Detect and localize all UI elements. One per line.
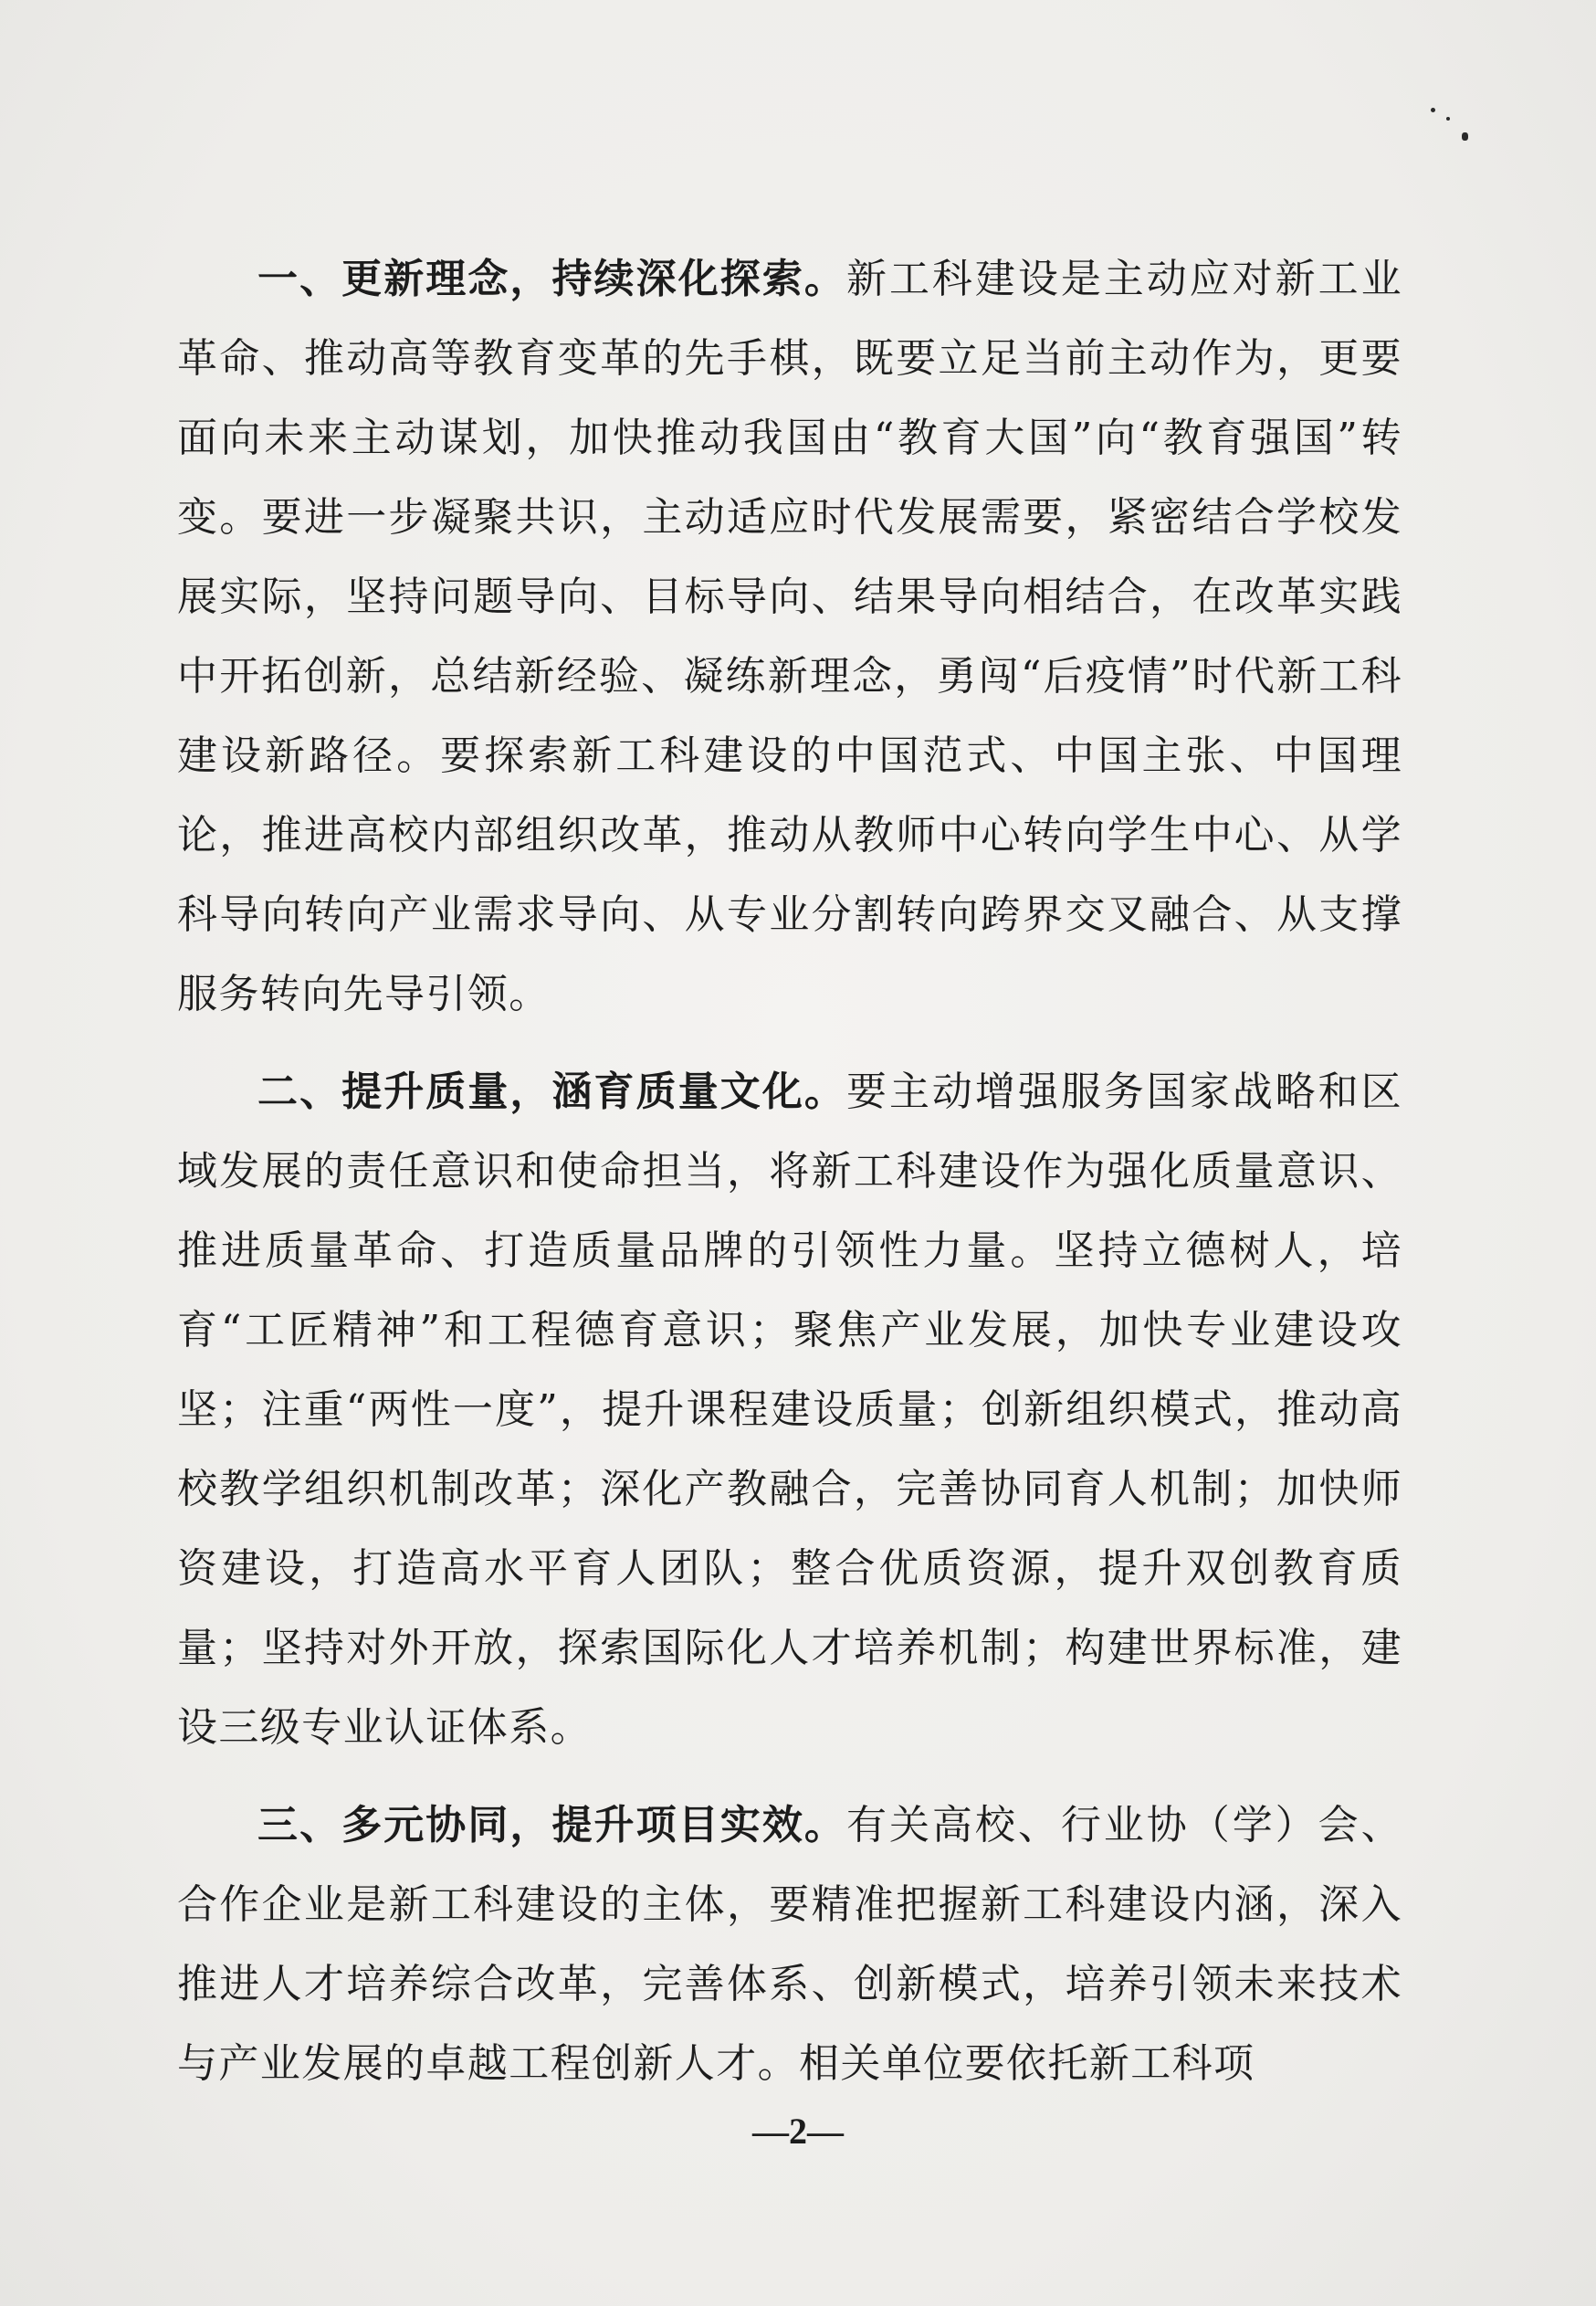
paragraph-text: 要主动增强服务国家战略和区域发展的责任意识和使命担当，将新工科建设作为强化质量意识、推进质量革命、打造质量品牌的引领性力量。坚持立德树人，培育“工匠精神”和工程德育意识；聚焦产业发展，加快专业建设攻坚；注重“两性一度”，提升课程建设质量；创新组织模式，推动高校教学组织机制改革；深化产教融合，完善协同育人机制；加快师资建设，打造高水平育人团队；整合优质资源，提升双创教育质量；坚持对外开放，探索国际化人才培养机制；构建世界标准，建设三级专业认证体系。 [177,1069,1402,1751]
paragraph-2 [177,1052,1402,1767]
scan-speck [1462,132,1468,141]
paragraph-heading: 三、多元协同，提升项目实效。 [257,1802,846,1848]
paragraph-heading: 二、提升质量，涵育质量文化。 [257,1069,846,1115]
paragraph-1 [177,239,1402,1034]
scan-speck [1446,117,1450,121]
page-number: —2— [752,2111,844,2152]
document-body [177,239,1402,2122]
scan-speck [1431,108,1435,112]
paragraph-3 [177,1785,1402,2103]
paragraph-heading: 一、更新理念，持续深化探索。 [257,256,846,302]
paragraph-text: 新工科建设是主动应对新工业革命、推动高等教育变革的先手棋，既要立足当前主动作为，更要面向未来主动谋划，加快推动我国由“教育大国”向“教育强国”转变。要进一步凝聚共识，主动适应时代发展需要，紧密结合学校发展实际，坚持问题导向、目标导向、结果导向相结合，在改革实践中开拓创新，总结新经验、凝练新理念，勇闯“后疫情”时代新工科建设新路径。要探索新工科建设的中国范式、中国主张、中国理论，推进高校内部组织改革，推动从教师中心转向学生中心、从学科导向转向产业需求导向、从专业分割转向跨界交叉融合、从支撑服务转向先导引领。 [177,256,1402,1017]
paragraph-text: 有关高校、行业协（学）会、合作企业是新工科建设的主体，要精准把握新工科建设内涵，深入推进人才培养综合改革，完善体系、创新模式，培养引领未来技术与产业发展的卓越工程创新人才。相关单位要依托新工科项 [177,1802,1402,2087]
